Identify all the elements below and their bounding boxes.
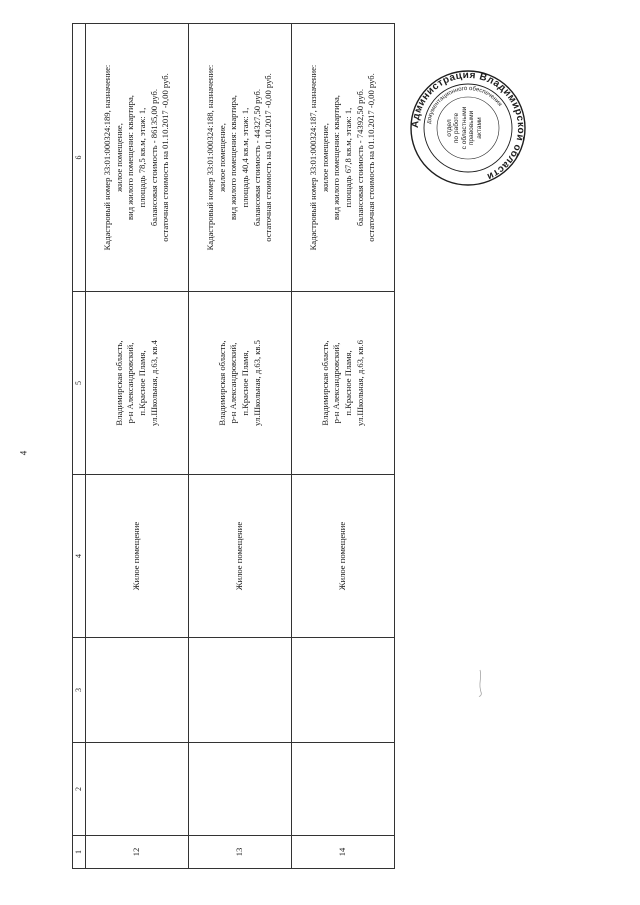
address-line: Владимирская область,: [319, 340, 330, 426]
row-cell-3: [292, 638, 395, 743]
row-details: [86, 24, 189, 292]
address-line: Владимирская область,: [113, 340, 124, 426]
details-line: вид жилого помещения: квартира,: [331, 95, 342, 220]
details-line: балансовая стоимость - 86135,00 руб.: [148, 88, 159, 227]
stamp-line: с областными: [460, 106, 468, 150]
details-line: остаточная стоимость на 01.10.2017 -0,00 руб.: [263, 73, 274, 242]
row-name: Жилое помещение: [189, 475, 292, 638]
column-header: 2: [73, 743, 86, 836]
address-line: ул.Школьная, д.63, кв.4: [148, 340, 159, 426]
details-line: вид жилого помещения: квартира,: [228, 95, 239, 220]
stamp-line: отдел: [446, 119, 453, 137]
details-line: жилое помещение,: [113, 123, 124, 192]
row-name: Жилое помещение: [292, 475, 395, 638]
details-line: площадь 67,8 кв.м, этаж: 1,: [343, 107, 353, 208]
page-number: 4: [18, 450, 29, 456]
address-line: р-н Александровский,: [228, 342, 239, 424]
row-cell-3: [86, 638, 189, 743]
property-table: [72, 23, 395, 869]
pen-mark-icon: [470, 668, 490, 698]
details-line: Кадастровый номер 33:01:000324:187, назначение:: [308, 64, 319, 251]
stamp-line: актами: [475, 117, 483, 139]
table-row: [292, 24, 395, 869]
stamp-line: по работе: [453, 112, 461, 144]
column-header: 3: [73, 638, 86, 743]
row-cell-2: [189, 743, 292, 836]
row-name: Жилое помещение: [86, 475, 189, 638]
details-line: жилое помещение,: [216, 123, 227, 192]
row-address: [189, 292, 292, 475]
table-row: [189, 24, 292, 869]
address-line: п.Красное Пламя,: [137, 350, 147, 416]
details-line: Кадастровый номер 33:01:000324:188, назначение:: [205, 64, 216, 251]
stamp-center-text: [446, 96, 483, 160]
details-line: жилое помещение,: [319, 123, 330, 192]
details-line: остаточная стоимость на 01.10.2017 -0,00 руб.: [160, 73, 171, 242]
row-cell-2: [292, 743, 395, 836]
row-number: 12: [86, 836, 189, 869]
row-number: 13: [189, 836, 292, 869]
details-line: балансовая стоимость - 44327,50 руб.: [251, 88, 262, 227]
details-line: вид жилого помещения: квартира,: [125, 95, 136, 220]
row-details: [189, 24, 292, 292]
details-line: балансовая стоимость - 74392,50 руб.: [354, 88, 365, 227]
address-line: Владимирская область,: [216, 340, 227, 426]
address-line: п.Красное Пламя,: [343, 350, 353, 416]
row-details: [292, 24, 395, 292]
address-line: ул.Школьная, д.63, кв.5: [251, 340, 262, 426]
column-header: 5: [73, 292, 86, 475]
column-header: 1: [73, 836, 86, 869]
address-line: ул.Школьная, д.63, кв.6: [354, 340, 365, 426]
details-line: остаточная стоимость на 01.10.2017 -0,00 руб.: [366, 73, 377, 242]
column-header: 6: [73, 24, 86, 292]
row-address: [292, 292, 395, 475]
row-address: [86, 292, 189, 475]
details-line: Кадастровый номер 33:01:000324:189, назначение:: [102, 64, 113, 251]
table-row: [86, 24, 189, 869]
column-header: 4: [73, 475, 86, 638]
table-header-row: [73, 24, 86, 869]
row-cell-2: [86, 743, 189, 836]
address-line: п.Красное Пламя,: [240, 350, 250, 416]
details-line: площадь 78,5 кв.м, этаж: 1,: [137, 107, 147, 208]
row-number: 14: [292, 836, 395, 869]
official-stamp: [408, 68, 528, 188]
details-line: площадь 40,4 кв.м, этаж: 1,: [240, 107, 250, 208]
stamp-inner-text: документационного обеспечения: [426, 85, 503, 125]
stamp-line: правовыми: [468, 110, 476, 146]
table-container: [72, 24, 392, 869]
address-line: р-н Александровский,: [125, 342, 136, 424]
address-line: р-н Александровский,: [331, 342, 342, 424]
row-cell-3: [189, 638, 292, 743]
stamp-outer-text: Администрация Владимирской области: [409, 69, 527, 183]
